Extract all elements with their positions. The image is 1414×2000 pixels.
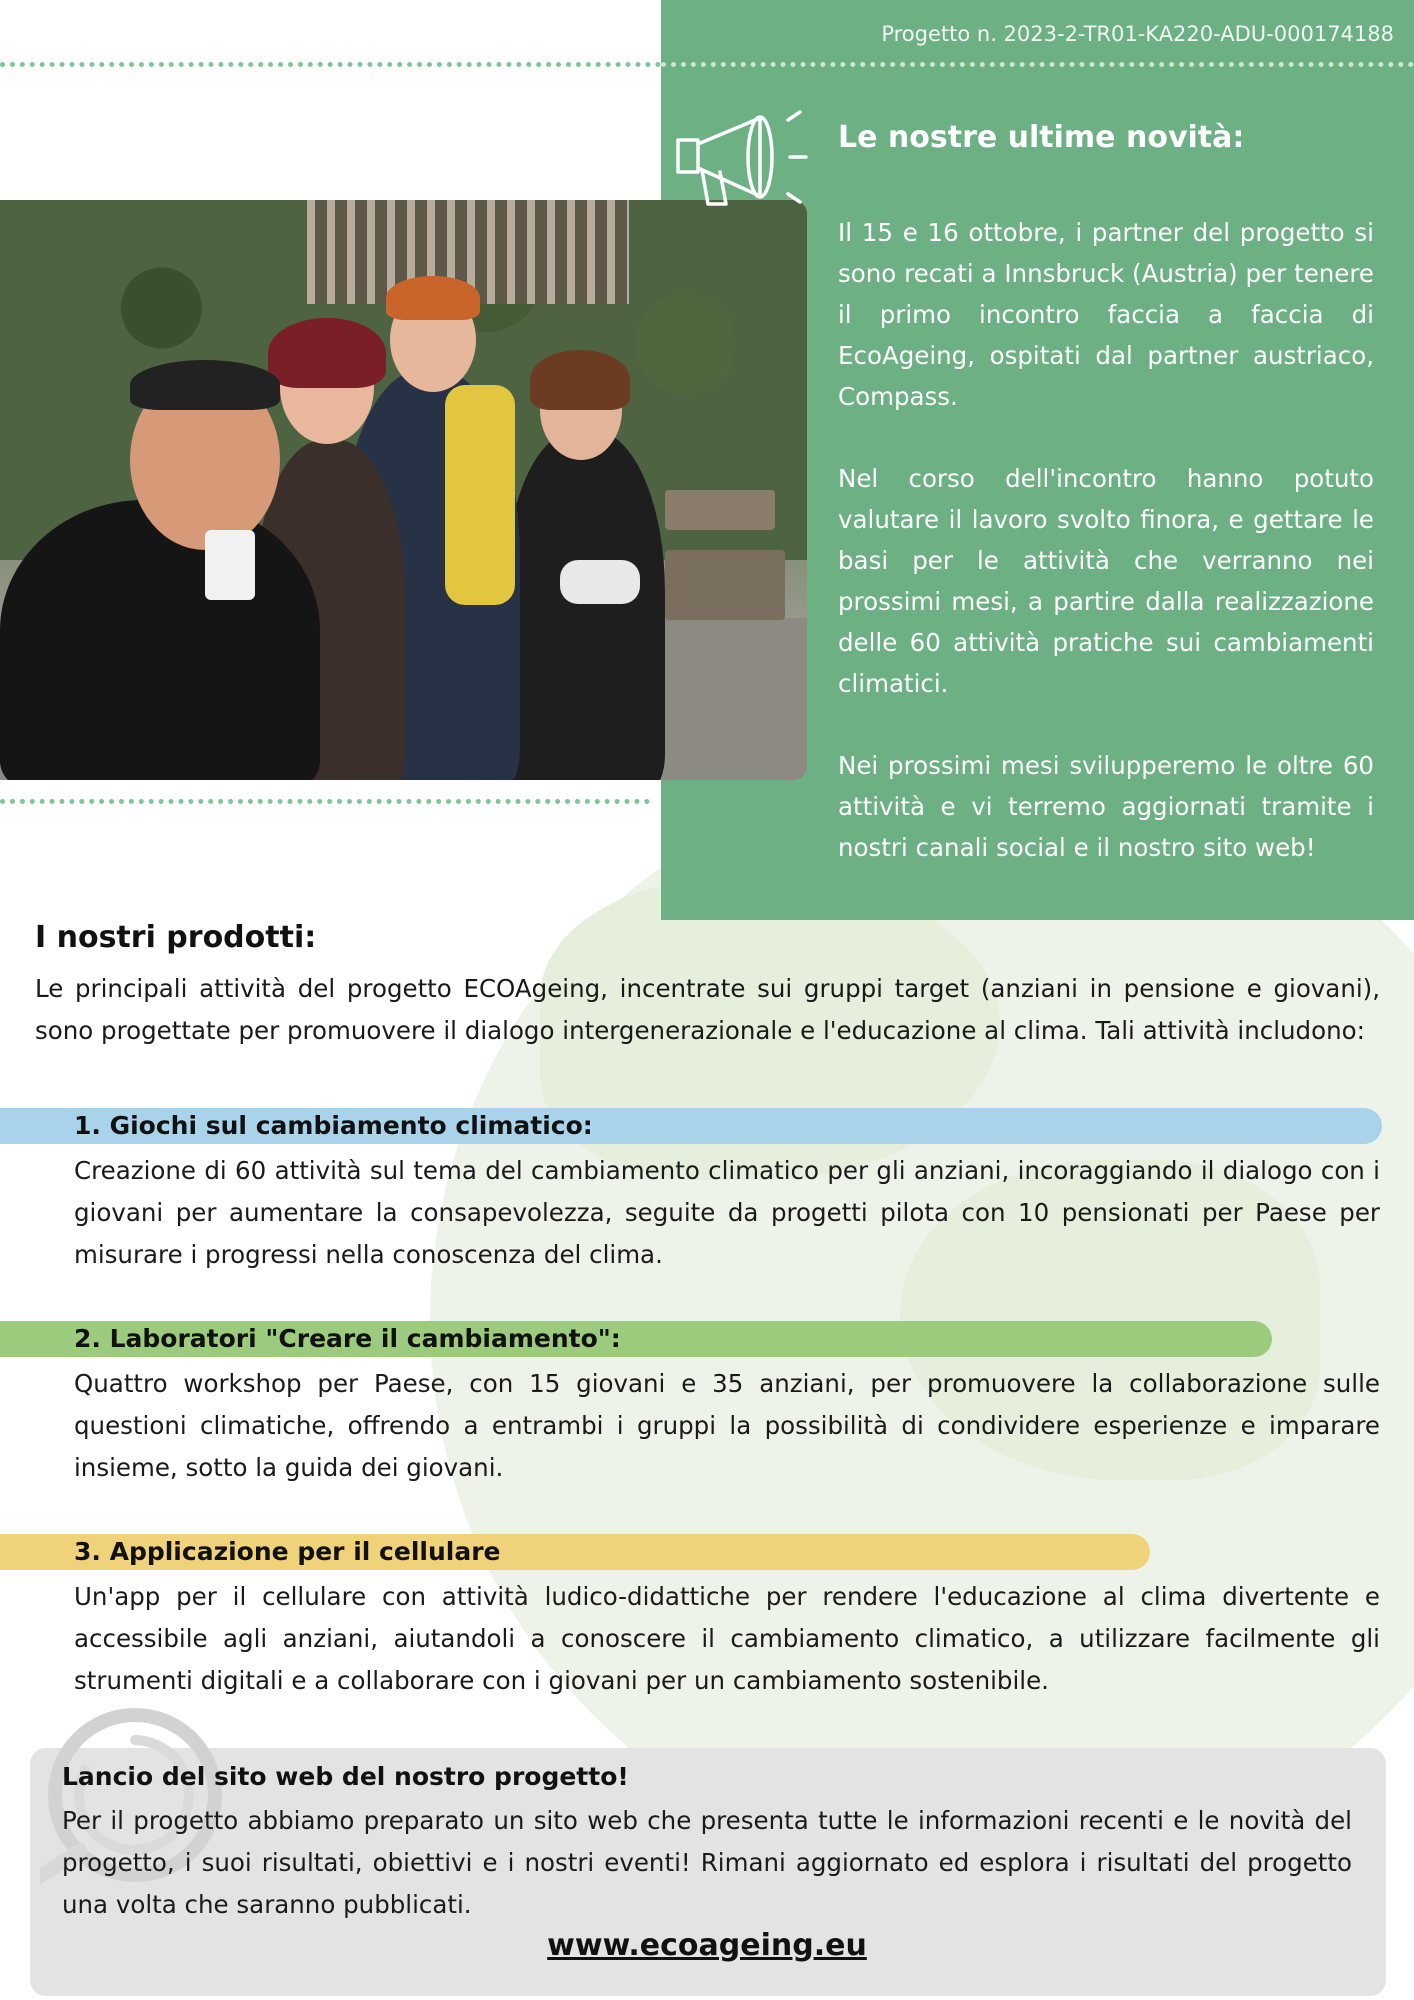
product-description: Un'app per il cellulare con attività ludico-didattiche per rendere l'educazione al clima divertente e accessibile agli anziani, aiutandoli a conoscere il cambiamento climatico, a utilizzare facilmente gli strumenti digitali e a collaborare con i giovani per un cambiamento sostenibile. <box>74 1582 1380 1695</box>
news-body <box>838 212 1374 909</box>
product-description: Creazione di 60 attività sul tema del cambiamento climatico per gli anziani, incoraggiando il dialogo con i giovani per aumentare la consapevolezza, seguite da progetti pilota con 10 pensionati per Paese per misurare i progressi nella conoscenza del clima. <box>74 1156 1380 1269</box>
dotted-divider <box>0 62 661 67</box>
news-paragraph: Nei prossimi mesi svilupperemo le oltre 60 attività e vi terremo aggiornati tramite i nostri canali social e il nostro sito web! <box>838 751 1374 862</box>
news-paragraph: Nel corso dell'incontro hanno potuto valutare il lavoro svolto finora, e gettare le basi per le attività che verranno nei prossimi mesi, a partire dalla realizzazione delle 60 attività pratiche sui cambiamenti climatici. <box>838 464 1374 698</box>
launch-body: Per il progetto abbiamo preparato un sito web che presenta tutte le informazioni recenti e le novità del progetto, i suoi risultati, obiettivi e i nostri eventi! Rimani aggiornato ed esplora i risultati del progetto una volta che saranno pubblicati. <box>62 1806 1352 1919</box>
dotted-divider <box>661 62 1414 67</box>
product-label: 2. Laboratori "Creare il cambiamento": <box>74 1324 621 1353</box>
project-code: Progetto n. 2023-2-TR01-KA220-ADU-000174188 <box>881 22 1394 46</box>
product-label: 1. Giochi sul cambiamento climatico: <box>74 1111 593 1140</box>
launch-title: Lancio del sito web del nostro progetto! <box>62 1762 629 1791</box>
news-paragraph: Il 15 e 16 ottobre, i partner del progetto si sono recati a Innsbruck (Austria) per tenere il primo incontro faccia a faccia di EcoAgeing, ospitati dal partner austriaco, Compass. <box>838 218 1374 411</box>
dotted-divider <box>0 799 650 804</box>
website-link[interactable]: www.ecoageing.eu <box>547 1928 867 1963</box>
product-label: 3. Applicazione per il cellulare <box>74 1537 501 1566</box>
team-photo <box>0 200 807 780</box>
megaphone-icon <box>668 100 810 222</box>
news-title: Le nostre ultime novità: <box>838 120 1245 155</box>
products-title: I nostri prodotti: <box>35 920 317 955</box>
products-intro: Le principali attività del progetto ECOAgeing, incentrate sui gruppi target (anziani in pensione e giovani), sono progettate per promuovere il dialogo intergenerazionale e l'educazione al clima. Tali attività includono: <box>35 974 1380 1045</box>
product-description: Quattro workshop per Paese, con 15 giovani e 35 anziani, per promuovere la collaborazione sulle questioni climatiche, offrendo a entrambi i gruppi la possibilità di condividere esperienze e imparare insieme, sotto la guida dei giovani. <box>74 1369 1380 1482</box>
